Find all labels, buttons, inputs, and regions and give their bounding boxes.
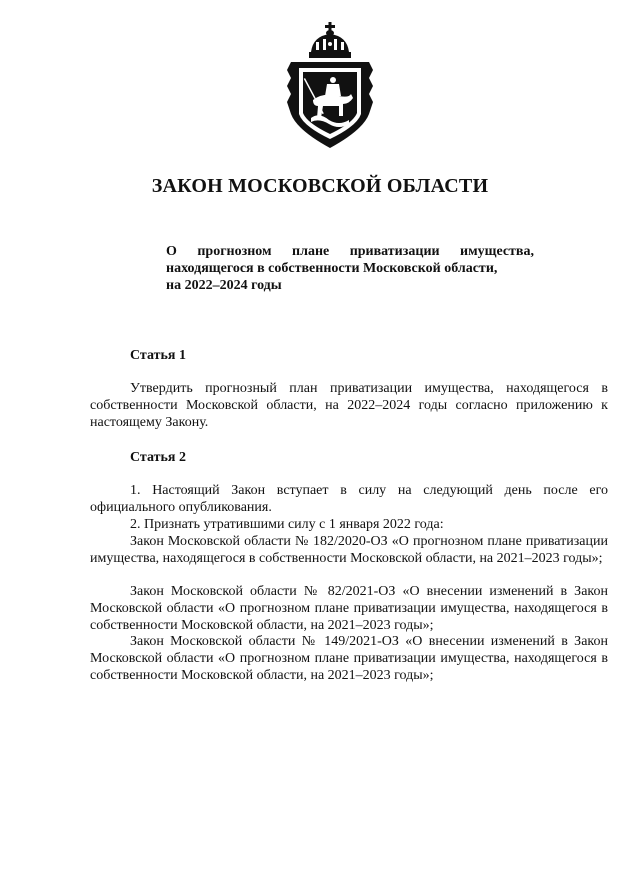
article-2-paragraph: 1. Настоящий Закон вступает в силу на следующий день после его официального опубликования. (90, 483, 608, 515)
article-1-text: Утвердить прогнозный план приватизации имущества, находящегося в собственности Московской области, на 2022–2024 годы согласно приложению к настоящему Закону. (90, 381, 608, 430)
subject-line: О прогнозном плане приватизации имущества, (166, 244, 534, 259)
article-2-paragraph: Закон Московской области № 182/2020-ОЗ «О прогнозном плане приватизации имущества, находящегося в собственности Московской области, на 2021–2023 годы»; (90, 534, 608, 566)
article-2-paragraph: 2. Признать утратившими силу с 1 января 2022 года: (130, 517, 444, 532)
article-2-heading: Статья 2 (130, 450, 186, 465)
subject-line: на 2022–2024 годы (166, 278, 282, 293)
article-1-heading: Статья 1 (130, 348, 186, 363)
law-title: ЗАКОН МОСКОВСКОЙ ОБЛАСТИ (151, 175, 489, 197)
moscow-oblast-coat-of-arms-icon (283, 22, 377, 152)
subject-line: находящегося в собственности Московской области, (166, 261, 498, 276)
article-2-paragraph: Закон Московской области № 82/2021-ОЗ «О внесении изменений в Закон Московской области «О прогнозном плане приватизации имущества, находящегося в собственности Московской области, на 2021–2023 годы»; (90, 584, 608, 633)
law-subject (166, 243, 534, 294)
article-2-paragraph: Закон Московской области № 149/2021-ОЗ «О внесении изменений в Закон Московской области «О прогнозном плане приватизации имущества, находящегося в собственности Московской области, на 2021–2023 годы»; (90, 634, 608, 683)
